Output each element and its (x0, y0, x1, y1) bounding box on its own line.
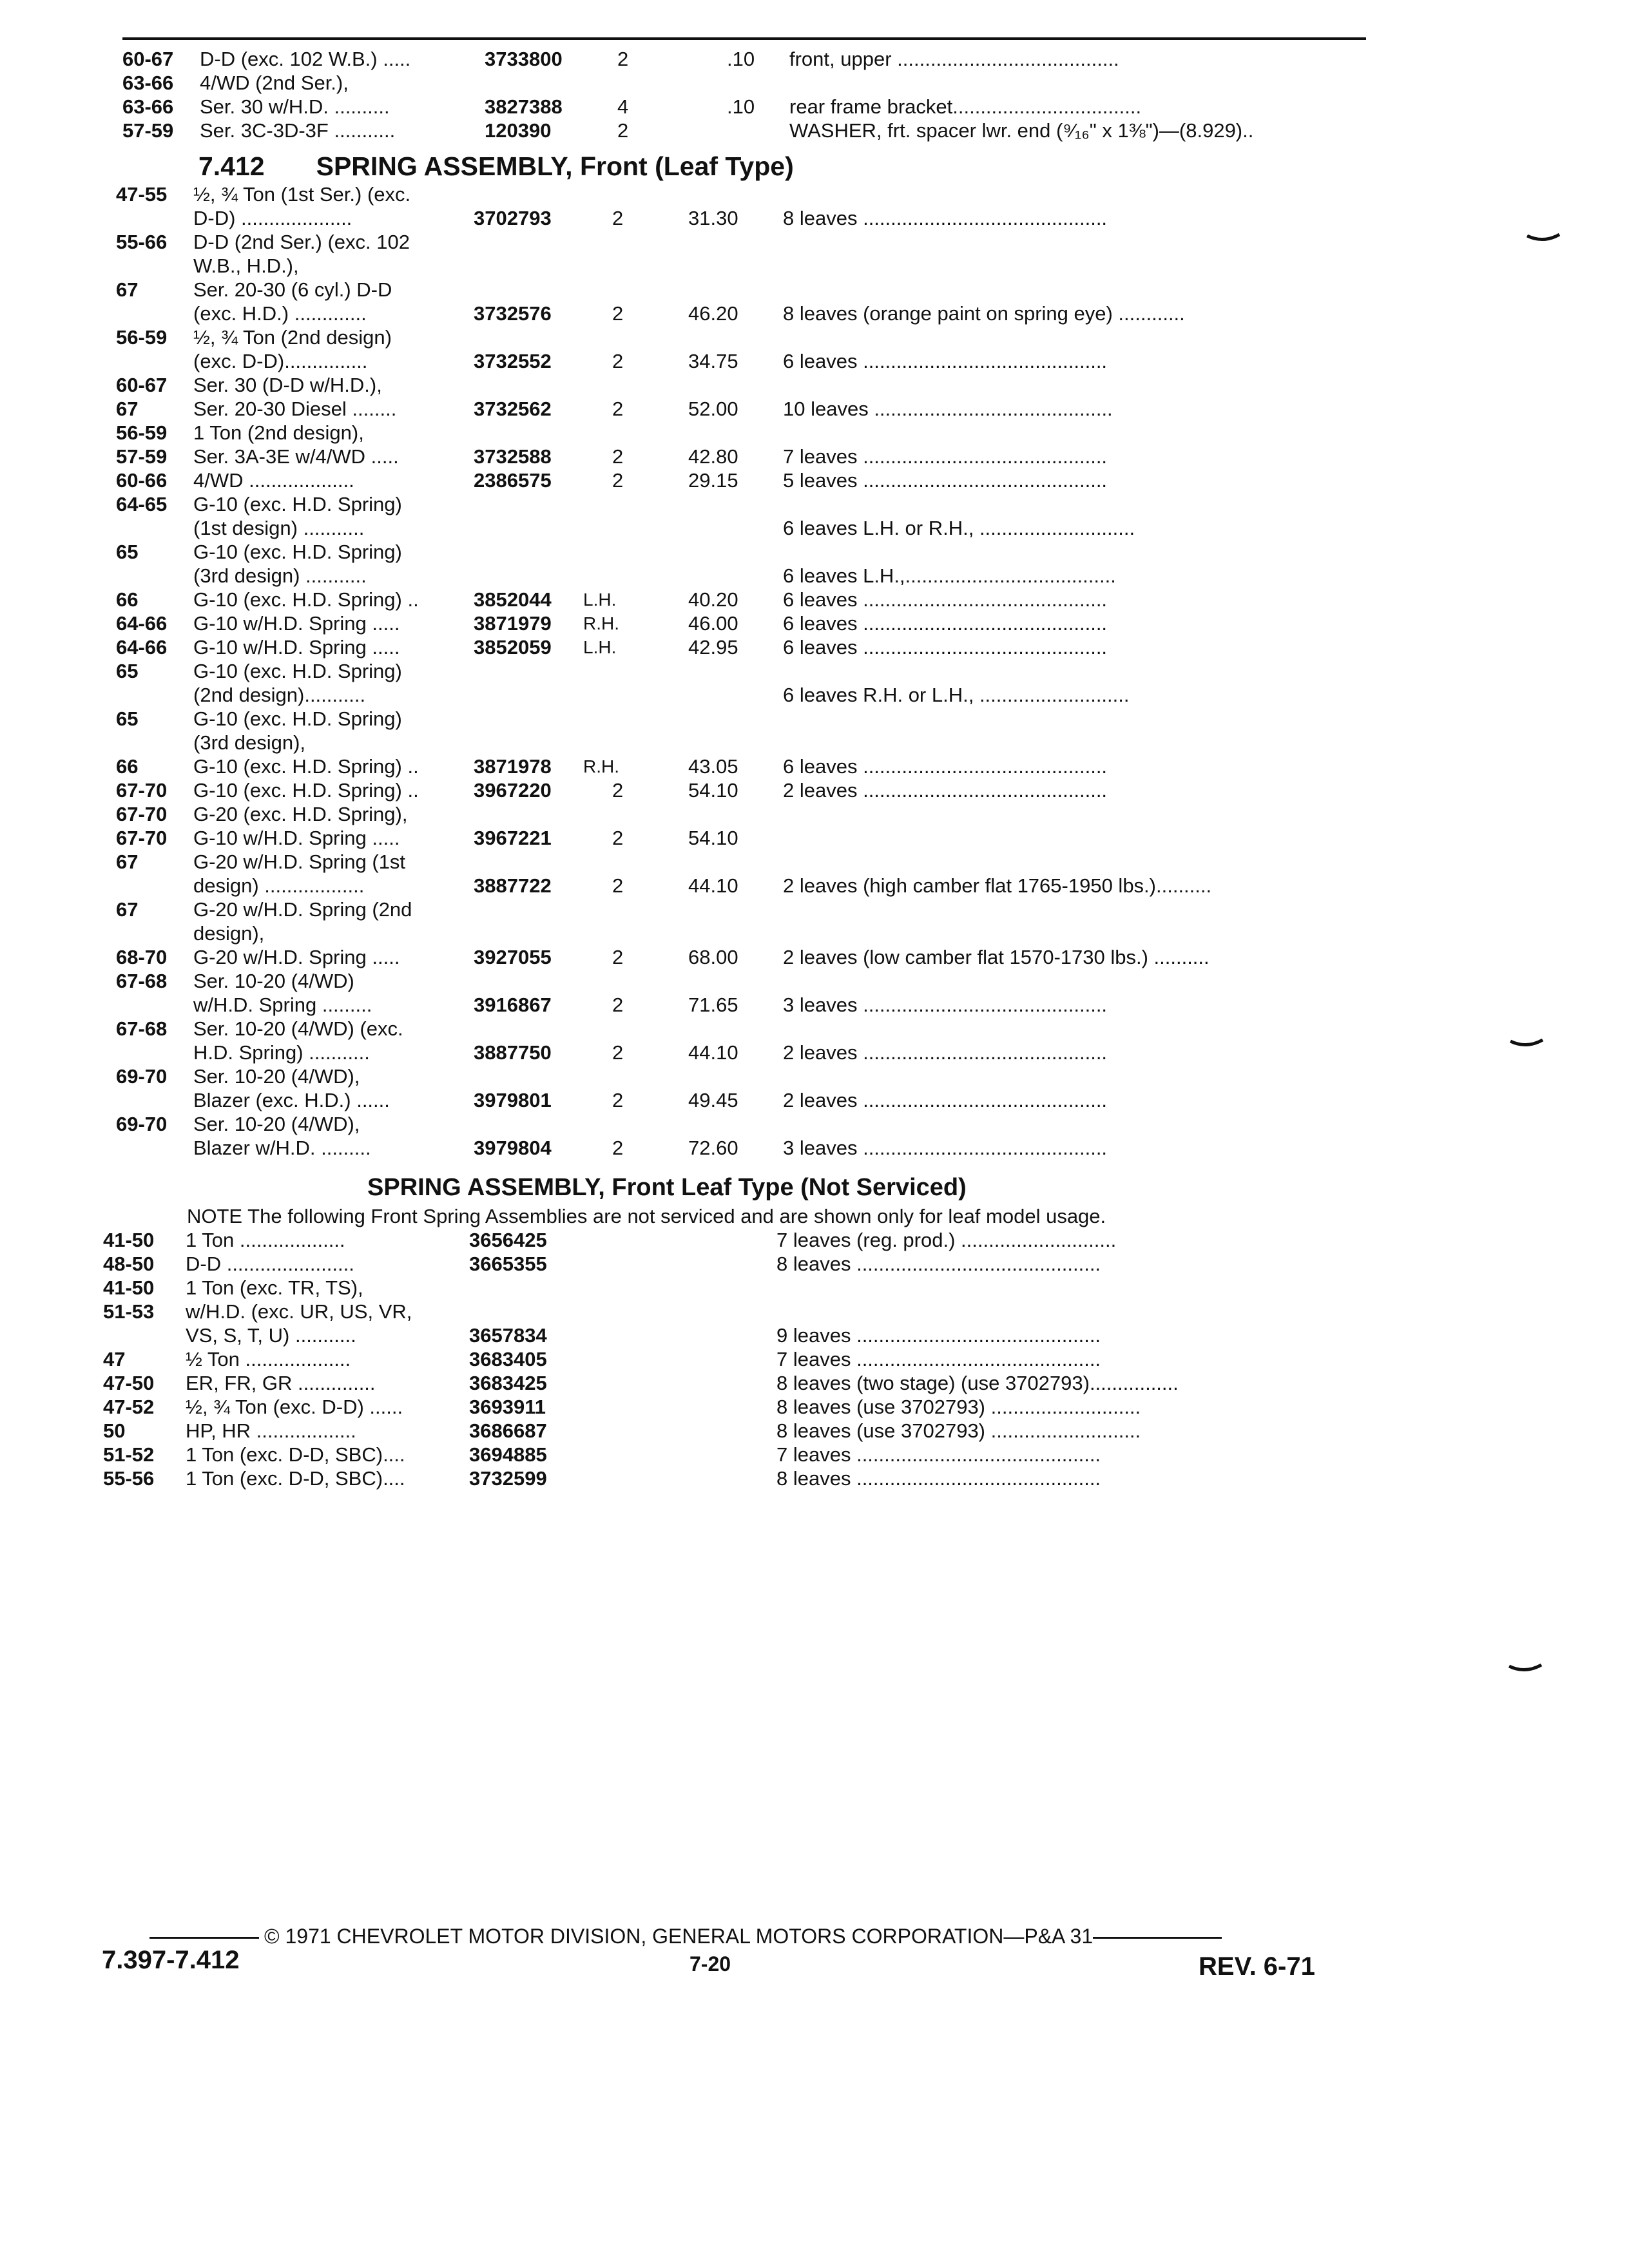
table-row (0, 1088, 1547, 1113)
remark-cell: 2 leaves ............................................ (783, 1041, 1108, 1064)
years-cell: 63-66 (122, 72, 174, 94)
description-cell: (exc. D-D)............... (193, 350, 368, 372)
remark-cell: 6 leaves R.H. or L.H., ........................... (783, 684, 1130, 706)
remark-cell: 2 leaves ............................................ (783, 1089, 1108, 1111)
description-cell: G-10 (exc. H.D. Spring) .. (193, 779, 419, 802)
quantity-cell: 2 (612, 445, 624, 468)
table-row (0, 635, 1547, 660)
years-cell: 56-59 (116, 421, 168, 444)
part-number-cell: 3732552 (474, 350, 552, 372)
description-cell: D-D (exc. 102 W.B.) ..... (200, 48, 411, 70)
description-cell: W.B., H.D.), (193, 255, 299, 277)
description-cell: G-10 (exc. H.D. Spring) (193, 660, 402, 682)
years-cell: 64-66 (116, 636, 168, 658)
years-cell: 65 (116, 660, 139, 682)
years-cell: 67 (116, 398, 139, 420)
table-row (0, 754, 1547, 780)
description-cell: Ser. 10-20 (4/WD), (193, 1113, 360, 1135)
table-row (0, 182, 1547, 207)
description-cell: 1 Ton (exc. TR, TS), (186, 1276, 363, 1299)
description-cell: D-D (2nd Ser.) (exc. 102 (193, 231, 410, 253)
top-rule (122, 37, 1366, 40)
years-cell: 48-50 (103, 1253, 155, 1275)
years-cell: 67 (116, 850, 139, 873)
description-cell: (1st design) ........... (193, 517, 365, 539)
description-cell: (2nd design)........... (193, 684, 366, 706)
part-number-cell: 3871979 (474, 612, 552, 635)
footer-copyright (149, 1923, 1222, 1949)
table-row (0, 492, 1547, 517)
price-cell: 29.15 (688, 469, 738, 492)
table-row (0, 682, 1547, 708)
part-number-cell: 3732588 (474, 445, 552, 468)
description-cell: 1 Ton (exc. D-D, SBC).... (186, 1443, 405, 1466)
page-number: 7-20 (689, 1952, 731, 1975)
part-number-cell: 3887750 (474, 1041, 552, 1064)
part-number-cell: 3916867 (474, 994, 552, 1016)
table-row (0, 587, 1547, 613)
remark-cell: 2 leaves (high camber flat 1765-1950 lbs.).......... (783, 874, 1212, 897)
remark-cell: 7 leaves ............................................ (776, 1443, 1101, 1466)
copyright-text: © 1971 CHEVROLET MOTOR DIVISION, GENERAL MOTORS CORPORATION—P&A 31 (264, 1925, 1094, 1948)
years-cell: 67-68 (116, 1017, 168, 1040)
not-serviced-note: NOTE The following Front Spring Assemblies are not serviced and are shown only for leaf model usage. (187, 1205, 1106, 1227)
description-cell: G-10 w/H.D. Spring ..... (193, 612, 400, 635)
remark-cell: 8 leaves (use 3702793) ........................... (776, 1396, 1141, 1418)
section-number: 7.412 (198, 151, 265, 181)
table-row (0, 825, 1547, 851)
price-cell: 42.95 (688, 636, 738, 658)
table-row (0, 563, 1547, 589)
description-cell: design), (193, 922, 265, 945)
description-cell: D-D ....................... (186, 1253, 354, 1275)
quantity-cell: 2 (612, 302, 624, 325)
table-row (0, 253, 1547, 279)
price-cell: 43.05 (688, 755, 738, 778)
description-cell: VS, S, T, U) ........... (186, 1324, 356, 1347)
table-row (0, 1323, 1547, 1349)
part-number-cell: 3657834 (469, 1324, 547, 1347)
part-number-cell: 3732562 (474, 398, 552, 420)
table-row (0, 611, 1547, 637)
side-cell: R.H. (583, 613, 619, 633)
margin-mark-icon (1526, 233, 1561, 245)
table-row (0, 1370, 1547, 1396)
years-cell: 65 (116, 707, 139, 730)
part-number-cell: 3683405 (469, 1348, 547, 1370)
price-cell: 71.65 (688, 994, 738, 1016)
part-number-cell: 3967221 (474, 827, 552, 849)
quantity-cell: 2 (612, 779, 624, 802)
part-number-cell: 3852044 (474, 588, 552, 611)
table-row (0, 372, 1547, 398)
description-cell: H.D. Spring) ........... (193, 1041, 370, 1064)
part-number-cell: 3694885 (469, 1443, 547, 1466)
description-cell: ½, ¾ Ton (exc. D-D) ...... (186, 1396, 403, 1418)
table-row (0, 730, 1547, 756)
table-row (0, 1275, 1547, 1301)
years-cell: 67 (116, 278, 139, 301)
footer-rule-right (1093, 1937, 1222, 1939)
remark-cell: 6 leaves ............................................ (783, 755, 1108, 778)
price-cell: 49.45 (688, 1089, 738, 1111)
table-row (0, 1227, 1547, 1253)
quantity-cell: 2 (612, 350, 624, 372)
table-row (0, 1111, 1547, 1137)
price-cell: 68.00 (688, 946, 738, 968)
quantity-cell: 4 (617, 95, 629, 118)
part-number-cell: 3979801 (474, 1089, 552, 1111)
quantity-cell: 2 (617, 119, 629, 142)
description-cell: G-20 w/H.D. Spring (2nd (193, 898, 412, 921)
description-cell: 1 Ton ................... (186, 1229, 345, 1251)
part-number-cell: 3887722 (474, 874, 552, 897)
price-cell: 44.10 (688, 1041, 738, 1064)
table-row (0, 229, 1547, 255)
description-cell: Ser. 20-30 Diesel ........ (193, 398, 397, 420)
description-cell: G-20 (exc. H.D. Spring), (193, 803, 408, 825)
years-cell: 66 (116, 588, 139, 611)
table-row (0, 897, 1547, 923)
section-range: 7.397-7.412 (102, 1946, 240, 1974)
table-row (0, 921, 1547, 947)
table-row (0, 325, 1547, 351)
remark-cell: rear frame bracket.................................. (789, 95, 1142, 118)
part-number-cell: 3702793 (474, 207, 552, 229)
price-cell: 46.00 (688, 612, 738, 635)
remark-cell: 8 leaves ............................................ (776, 1467, 1101, 1490)
description-cell: Ser. 10-20 (4/WD), (193, 1065, 360, 1088)
part-number-cell: 3967220 (474, 779, 552, 802)
remark-cell: 5 leaves ............................................ (783, 469, 1108, 492)
table-row (0, 849, 1547, 875)
years-cell: 60-67 (116, 374, 168, 396)
years-cell: 64-65 (116, 493, 168, 515)
description-cell: Ser. 3A-3E w/4/WD ..... (193, 445, 399, 468)
description-cell: G-10 (exc. H.D. Spring) (193, 707, 402, 730)
price-cell: 42.80 (688, 445, 738, 468)
years-cell: 41-50 (103, 1276, 155, 1299)
years-cell: 69-70 (116, 1113, 168, 1135)
description-cell: G-10 (exc. H.D. Spring) .. (193, 755, 419, 778)
years-cell: 56-59 (116, 326, 168, 349)
years-cell: 65 (116, 541, 139, 563)
remark-cell: WASHER, frt. spacer lwr. end (⁹⁄₁₆" x 1⅜")—(8.929).. (789, 119, 1254, 142)
part-number-cell: 2386575 (474, 469, 552, 492)
part-number-cell: 3733800 (485, 48, 563, 70)
remark-cell: 6 leaves L.H. or R.H., ............................ (783, 517, 1135, 539)
years-cell: 47-52 (103, 1396, 155, 1418)
description-cell: Ser. 10-20 (4/WD) (193, 970, 354, 992)
quantity-cell: 2 (612, 469, 624, 492)
years-cell: 67-70 (116, 779, 168, 802)
side-cell: L.H. (583, 637, 617, 657)
remark-cell: 2 leaves (low camber flat 1570-1730 lbs.) .......... (783, 946, 1210, 968)
section-not-serviced-title: SPRING ASSEMBLY, Front Leaf Type (Not Serviced) (367, 1174, 967, 1201)
part-number-cell: 3979804 (474, 1137, 552, 1159)
years-cell: 63-66 (122, 95, 174, 118)
table-row (0, 1016, 1547, 1042)
description-cell: Ser. 20-30 (6 cyl.) D-D (193, 278, 392, 301)
price-cell: 54.10 (688, 827, 738, 849)
table-row (0, 515, 1547, 541)
remark-cell: 6 leaves ............................................ (783, 636, 1108, 658)
table-row (0, 778, 1547, 803)
table-row (0, 1040, 1547, 1066)
description-cell: D-D) .................... (193, 207, 352, 229)
remark-cell: 3 leaves ............................................ (783, 1137, 1108, 1159)
quantity-cell: 2 (612, 207, 624, 229)
table-row (0, 277, 1547, 303)
description-cell: ER, FR, GR .............. (186, 1372, 376, 1394)
margin-mark-icon (1508, 1664, 1543, 1675)
years-cell: 57-59 (116, 445, 168, 468)
description-cell: G-10 (exc. H.D. Spring) (193, 541, 402, 563)
years-cell: 66 (116, 755, 139, 778)
section-7412-title (198, 149, 794, 183)
part-number-cell: 120390 (485, 119, 552, 142)
years-cell: 55-66 (116, 231, 168, 253)
remark-cell: 8 leaves ............................................ (783, 207, 1108, 229)
description-cell: HP, HR .................. (186, 1419, 356, 1442)
table-row (0, 1135, 1547, 1161)
quantity-cell: 2 (612, 946, 624, 968)
remark-cell: 6 leaves ............................................ (783, 612, 1108, 635)
years-cell: 67 (116, 898, 139, 921)
years-cell: 69-70 (116, 1065, 168, 1088)
part-number-cell: 3927055 (474, 946, 552, 968)
description-cell: w/H.D. (exc. UR, US, VR, (186, 1300, 412, 1323)
part-number-cell: 3656425 (469, 1229, 547, 1251)
remark-cell: 9 leaves ............................................ (776, 1324, 1101, 1347)
remark-cell: front, upper ........................................ (789, 48, 1119, 70)
description-cell: G-10 (exc. H.D. Spring) .. (193, 588, 419, 611)
years-cell: 51-53 (103, 1300, 155, 1323)
part-number-cell: 3827388 (485, 95, 563, 118)
part-number-cell: 3693911 (469, 1396, 546, 1418)
table-row (0, 420, 1547, 446)
table-row (0, 1299, 1547, 1325)
section-title-text: SPRING ASSEMBLY, Front (Leaf Type) (316, 151, 794, 181)
table-row (0, 873, 1547, 899)
part-number-cell: 3683425 (469, 1372, 547, 1394)
description-cell: Blazer w/H.D. ......... (193, 1137, 371, 1159)
table-row (0, 349, 1547, 374)
remark-cell: 6 leaves L.H.,...................................... (783, 564, 1116, 587)
years-cell: 47-50 (103, 1372, 155, 1394)
description-cell: Ser. 3C-3D-3F ........... (200, 119, 396, 142)
table-row (0, 301, 1547, 327)
table-row (0, 1418, 1547, 1444)
price-cell: 44.10 (688, 874, 738, 897)
years-cell: 67-70 (116, 827, 168, 849)
price-cell: 52.00 (688, 398, 738, 420)
remark-cell: 2 leaves ............................................ (783, 779, 1108, 802)
years-cell: 57-59 (122, 119, 174, 142)
quantity-cell: 2 (612, 1041, 624, 1064)
price-cell: 31.30 (688, 207, 738, 229)
description-cell: ½, ¾ Ton (1st Ser.) (exc. (193, 183, 411, 206)
table-row (0, 706, 1547, 732)
part-number-cell: 3871978 (474, 755, 552, 778)
remark-cell: 6 leaves ............................................ (783, 588, 1108, 611)
part-number-cell: 3686687 (469, 1419, 547, 1442)
years-cell: 41-50 (103, 1229, 155, 1251)
years-cell: 67-68 (116, 970, 168, 992)
quantity-cell: 2 (612, 994, 624, 1016)
table-row (0, 468, 1547, 494)
table-row (0, 968, 1547, 994)
years-cell: 64-66 (116, 612, 168, 635)
quantity-cell: 2 (612, 827, 624, 849)
remark-cell: 6 leaves ............................................ (783, 350, 1108, 372)
price-cell: 72.60 (688, 1137, 738, 1159)
price-cell: .10 (727, 95, 755, 118)
description-cell: G-20 w/H.D. Spring (1st (193, 850, 406, 873)
price-cell: 40.20 (688, 588, 738, 611)
years-cell: 47-55 (116, 183, 168, 206)
part-number-cell: 3732599 (469, 1467, 547, 1490)
description-cell: G-10 w/H.D. Spring ..... (193, 827, 400, 849)
description-cell: G-10 (exc. H.D. Spring) (193, 493, 402, 515)
quantity-cell: 2 (612, 1089, 624, 1111)
remark-cell: 3 leaves ............................................ (783, 994, 1108, 1016)
description-cell: G-10 w/H.D. Spring ..... (193, 636, 400, 658)
description-cell: (3rd design), (193, 731, 306, 754)
remark-cell: 8 leaves (use 3702793) ........................... (776, 1419, 1141, 1442)
footer-rule-left (149, 1937, 259, 1939)
table-row (0, 1064, 1547, 1090)
years-cell: 55-56 (103, 1467, 155, 1490)
part-number-cell: 3732576 (474, 302, 552, 325)
description-cell: Ser. 30 (D-D w/H.D.), (193, 374, 382, 396)
price-cell: 46.20 (688, 302, 738, 325)
table-row (0, 206, 1547, 231)
years-cell: 51-52 (103, 1443, 155, 1466)
table-row (0, 70, 1547, 96)
description-cell: ½, ¾ Ton (2nd design) (193, 326, 392, 349)
revision-date: REV. 6-71 (1199, 1952, 1315, 1981)
price-cell: .10 (727, 48, 755, 70)
table-row (0, 46, 1547, 72)
remark-cell: 8 leaves (orange paint on spring eye) ............ (783, 302, 1185, 325)
quantity-cell: 2 (612, 1137, 624, 1159)
remark-cell: 8 leaves ............................................ (776, 1253, 1101, 1275)
remark-cell: 8 leaves (two stage) (use 3702793)................ (776, 1372, 1179, 1394)
description-cell: ½ Ton ................... (186, 1348, 351, 1370)
table-row (0, 1347, 1547, 1372)
years-cell: 60-66 (116, 469, 168, 492)
table-row (0, 1466, 1547, 1492)
description-cell: 1 Ton (2nd design), (193, 421, 364, 444)
table-row (0, 396, 1547, 422)
table-row (0, 802, 1547, 827)
description-cell: Ser. 10-20 (4/WD) (exc. (193, 1017, 403, 1040)
description-cell: G-20 w/H.D. Spring ..... (193, 946, 400, 968)
description-cell: design) .................. (193, 874, 365, 897)
side-cell: R.H. (583, 756, 619, 776)
years-cell: 47 (103, 1348, 126, 1370)
quantity-cell: 2 (612, 874, 624, 897)
table-row (0, 118, 1547, 144)
price-cell: 34.75 (688, 350, 738, 372)
description-cell: (3rd design) ........... (193, 564, 367, 587)
side-cell: L.H. (583, 590, 617, 610)
table-row (0, 1394, 1547, 1420)
description-cell: 4/WD ................... (193, 469, 354, 492)
part-number-cell: 3852059 (474, 636, 552, 658)
description-cell: (exc. H.D.) ............. (193, 302, 367, 325)
description-cell: w/H.D. Spring ......... (193, 994, 372, 1016)
table-row (0, 992, 1547, 1018)
years-cell: 68-70 (116, 946, 168, 968)
years-cell: 60-67 (122, 48, 174, 70)
description-cell: Blazer (exc. H.D.) ...... (193, 1089, 390, 1111)
table-row (0, 658, 1547, 684)
table-row (0, 945, 1547, 970)
remark-cell: 10 leaves ........................................... (783, 398, 1113, 420)
remark-cell: 7 leaves ............................................ (783, 445, 1108, 468)
years-cell: 67-70 (116, 803, 168, 825)
table-row (0, 1442, 1547, 1468)
margin-mark-icon (1509, 1039, 1544, 1050)
description-cell: 4/WD (2nd Ser.), (200, 72, 349, 94)
table-row (0, 444, 1547, 470)
years-cell: 50 (103, 1419, 126, 1442)
quantity-cell: 2 (617, 48, 629, 70)
table-row (0, 1251, 1547, 1277)
remark-cell: 7 leaves ............................................ (776, 1348, 1101, 1370)
price-cell: 54.10 (688, 779, 738, 802)
part-number-cell: 3665355 (469, 1253, 547, 1275)
description-cell: Ser. 30 w/H.D. .......... (200, 95, 390, 118)
remark-cell: 7 leaves (reg. prod.) ............................ (776, 1229, 1117, 1251)
quantity-cell: 2 (612, 398, 624, 420)
table-row (0, 94, 1547, 120)
table-row (0, 539, 1547, 565)
description-cell: 1 Ton (exc. D-D, SBC).... (186, 1467, 405, 1490)
